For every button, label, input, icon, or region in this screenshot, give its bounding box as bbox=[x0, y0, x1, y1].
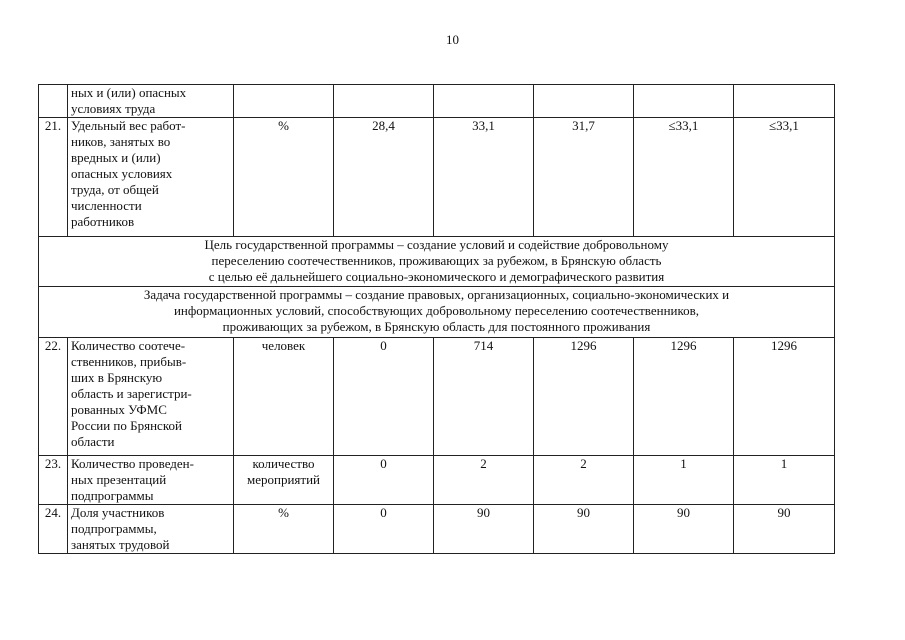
value-cell: 1296 bbox=[634, 338, 734, 456]
goal-row bbox=[39, 237, 835, 287]
row-number: 21. bbox=[39, 118, 68, 237]
table-row bbox=[39, 338, 835, 456]
table-row bbox=[39, 505, 835, 554]
value-cell: 0 bbox=[334, 456, 434, 505]
value-cell: 31,7 bbox=[534, 118, 634, 237]
row-number: 23. bbox=[39, 456, 68, 505]
value-cell: 0 bbox=[334, 505, 434, 554]
indicator-name: Количество соотече- ственников, прибыв- ших в Брянскую область и зарегистри- рованных УФМС России по Брянской области bbox=[68, 338, 234, 456]
row-number: 24. bbox=[39, 505, 68, 554]
indicator-name: Доля участников подпрограммы, занятых трудовой bbox=[68, 505, 234, 554]
value-cell: 1 bbox=[734, 456, 835, 505]
table-row bbox=[39, 85, 835, 118]
indicator-name: Удельный вес работ- ников, занятых во вредных и (или) опасных условиях труда, от общей численности работников bbox=[68, 118, 234, 237]
value-cell: 33,1 bbox=[434, 118, 534, 237]
value-cell: 28,4 bbox=[334, 118, 434, 237]
value-cell bbox=[334, 85, 434, 118]
indicators-table bbox=[38, 84, 835, 554]
unit-cell: % bbox=[234, 505, 334, 554]
value-cell: 0 bbox=[334, 338, 434, 456]
value-cell: 90 bbox=[534, 505, 634, 554]
unit-cell: человек bbox=[234, 338, 334, 456]
value-cell: 90 bbox=[734, 505, 835, 554]
value-cell: 714 bbox=[434, 338, 534, 456]
table-row bbox=[39, 118, 835, 237]
program-goal: Цель государственной программы – создание условий и содействие добровольному переселению соотечественников, проживающих за рубежом, в Брянскую область с целью её дальнейшего социально-экономического и демографического развития bbox=[39, 237, 835, 287]
unit-cell: количество мероприятий bbox=[234, 456, 334, 505]
value-cell: 90 bbox=[434, 505, 534, 554]
value-cell: 1 bbox=[634, 456, 734, 505]
value-cell: 1296 bbox=[534, 338, 634, 456]
page-number: 10 bbox=[446, 32, 459, 47]
table-row bbox=[39, 456, 835, 505]
program-task: Задача государственной программы – создание правовых, организационных, социально-экономических и информационных условий, способствующих добровольному переселению соотечественников, проживающих за рубежом, в Брянскую область для постоянного проживания bbox=[39, 287, 835, 338]
value-cell: 1296 bbox=[734, 338, 835, 456]
value-cell: 90 bbox=[634, 505, 734, 554]
value-cell: ≤33,1 bbox=[734, 118, 835, 237]
value-cell: 2 bbox=[434, 456, 534, 505]
unit-cell bbox=[234, 85, 334, 118]
row-number: 22. bbox=[39, 338, 68, 456]
value-cell bbox=[534, 85, 634, 118]
row-number bbox=[39, 85, 68, 118]
value-cell bbox=[734, 85, 835, 118]
value-cell: 2 bbox=[534, 456, 634, 505]
value-cell bbox=[634, 85, 734, 118]
value-cell bbox=[434, 85, 534, 118]
value-cell: ≤33,1 bbox=[634, 118, 734, 237]
unit-cell: % bbox=[234, 118, 334, 237]
task-row bbox=[39, 287, 835, 338]
indicator-name: ных и (или) опасных условиях труда bbox=[68, 85, 234, 118]
indicator-name: Количество проведен- ных презентаций подпрограммы bbox=[68, 456, 234, 505]
